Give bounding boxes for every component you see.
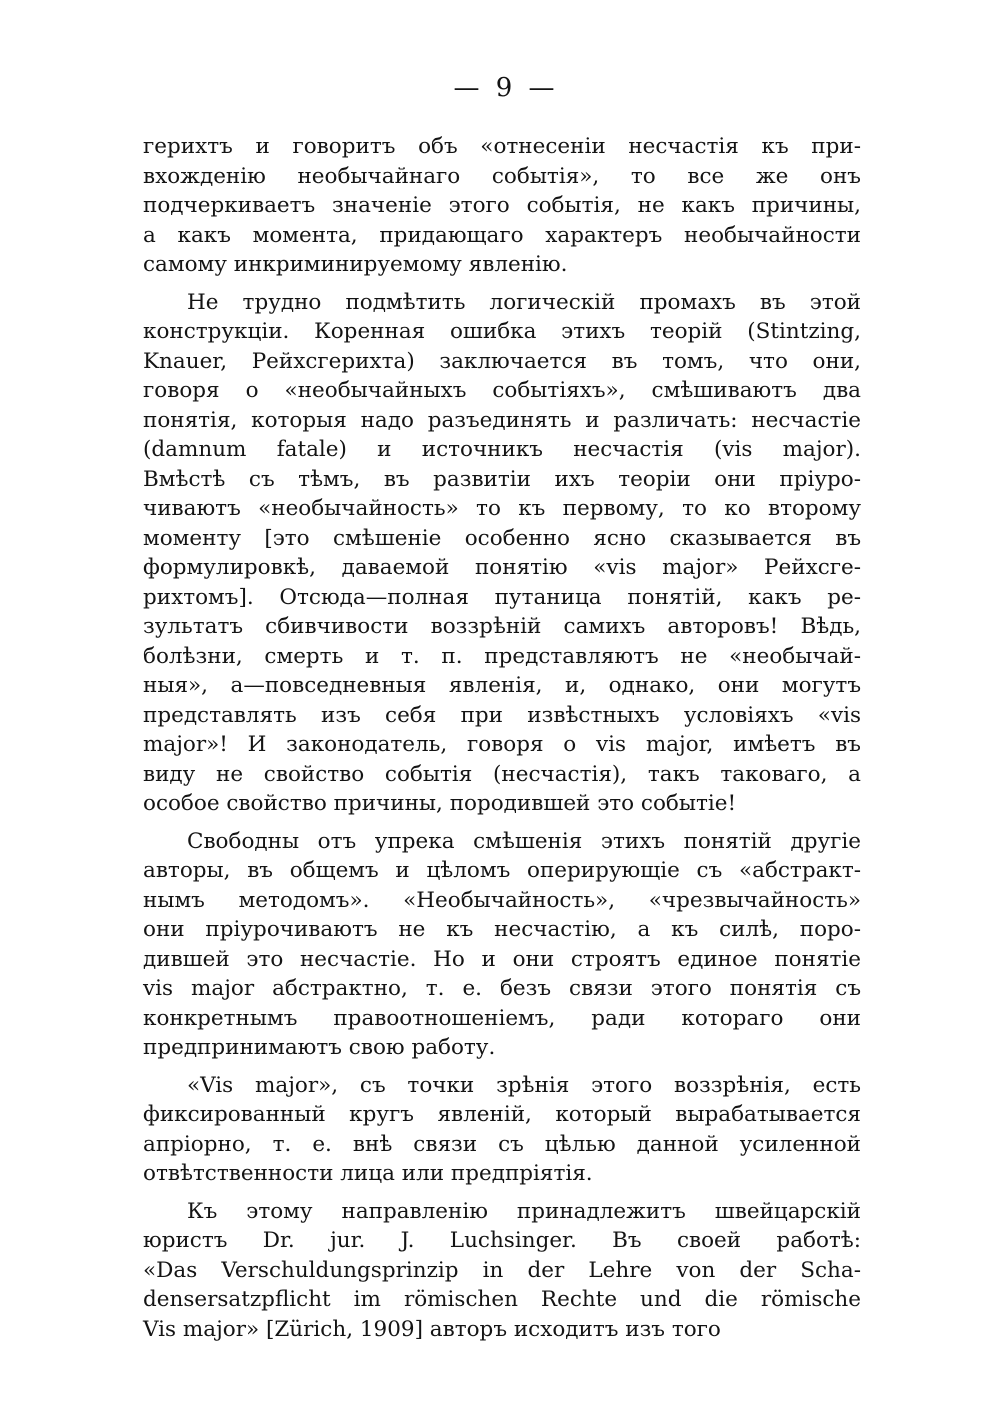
text-line: отвѣтственности лица или предпріятія. [143,1161,593,1186]
text-line: Vis major» [Zürich, 1909] авторъ исходитъ изъ того [143,1316,721,1342]
document-page [143,70,861,1352]
paragraph [143,132,861,280]
text-line: моменту [это смѣшеніе особенно ясно сказывается въ [143,525,861,551]
text-line: особое свойство причины, породившей это событіе! [143,791,737,816]
text-line: формулировкѣ, даваемой понятію «vis major» Рейхсге- [143,555,861,580]
paragraph [143,288,861,819]
text-line: виду не свойство событія (несчастія), такъ таковаго, а [143,761,861,787]
text-line: болѣзни, смерть и т. п. представляютъ не «необычай- [143,643,861,669]
text-line: дившей это несчастіе. Но и они строятъ единое понятіе [143,946,861,972]
text-line: densersatzpflicht im römischen Rechte und die römische [143,1287,861,1312]
text-line: подчеркиваетъ значеніе этого событія, не какъ причины, [143,193,861,218]
text-line: авторы, въ общемъ и цѣломъ оперирующіе съ «абстракт- [143,858,861,883]
text-line: «Das Verschuldungsprinzip in der Lehre von der Scha- [143,1257,861,1283]
text-line: чиваютъ «необычайность» то къ первому, то ко второму [143,496,861,521]
text-line: Свободны отъ упрека смѣшенія этихъ понятій другіе [187,828,861,854]
text-line: апріорно, т. е. внѣ связи съ цѣлью данной усиленной [143,1131,861,1157]
text-line: фиксированный кругъ явленій, который вырабатывается [143,1102,861,1127]
text-line: понятія, которыя надо разъединять и различать: несчастіе [143,407,861,433]
text-line: Вмѣстѣ съ тѣмъ, въ развитіи ихъ теоріи они пріуро- [143,466,861,492]
text-line: рихтомъ]. Отсюда—полная путаница понятій, какъ ре- [143,584,861,610]
text-line: герихтъ и говоритъ объ «отнесеніи несчастія къ при- [143,134,861,159]
text-line: предпринимаютъ свою работу. [143,1035,496,1060]
text-line: зультатъ сбивчивости воззрѣній самихъ авторовъ! Вѣдь, [143,614,861,639]
text-line: юристъ Dr. jur. J. Luchsinger. Въ своей работѣ: [143,1228,861,1253]
text-line: Не трудно подмѣтить логическій промахъ въ этой [187,289,861,315]
text-line: Knauer, Рейхсгерихта) заключается въ томъ, что они, [143,348,861,374]
text-line: конструкціи. Коренная ошибка этихъ теорій (Stintzing, [143,319,861,344]
text-line: представлять изъ себя при извѣстныхъ условіяхъ «vis [143,702,861,728]
text-line: а какъ момента, придающаго характеръ необычайности [143,222,861,248]
body-text [143,132,861,1344]
page-number: — 9 — [453,73,559,103]
paragraph [143,1071,861,1189]
paragraph [143,827,861,1063]
text-line: самому инкриминируемому явленію. [143,252,568,277]
text-line: «Vis major», съ точки зрѣнія этого воззрѣнія, есть [187,1072,861,1098]
text-line: ныя», а—повседневныя явленія, и, однако, они могутъ [143,673,861,698]
text-line: vis major абстрактно, т. е. безъ связи этого понятія съ [143,976,861,1001]
text-line: вхожденію необычайнаго событія», то все же онъ [143,163,861,189]
text-line: они пріурочиваютъ не къ несчастію, а къ силѣ, поро- [143,917,861,942]
text-line: major»! И законодатель, говоря о vis major, имѣетъ въ [143,732,861,757]
text-line: нымъ методомъ». «Необычайность», «чрезвычайность» [143,887,861,913]
text-line: говоря о «необычайныхъ событіяхъ», смѣшиваютъ два [143,378,861,403]
text-line: Къ этому направленію принадлежитъ швейцарскій [187,1198,861,1224]
text-line: конкретнымъ правоотношеніемъ, ради котораго они [143,1005,861,1031]
paragraph [143,1197,861,1345]
text-line: (damnum fatale) и источникъ несчастія (vis major). [143,437,861,462]
